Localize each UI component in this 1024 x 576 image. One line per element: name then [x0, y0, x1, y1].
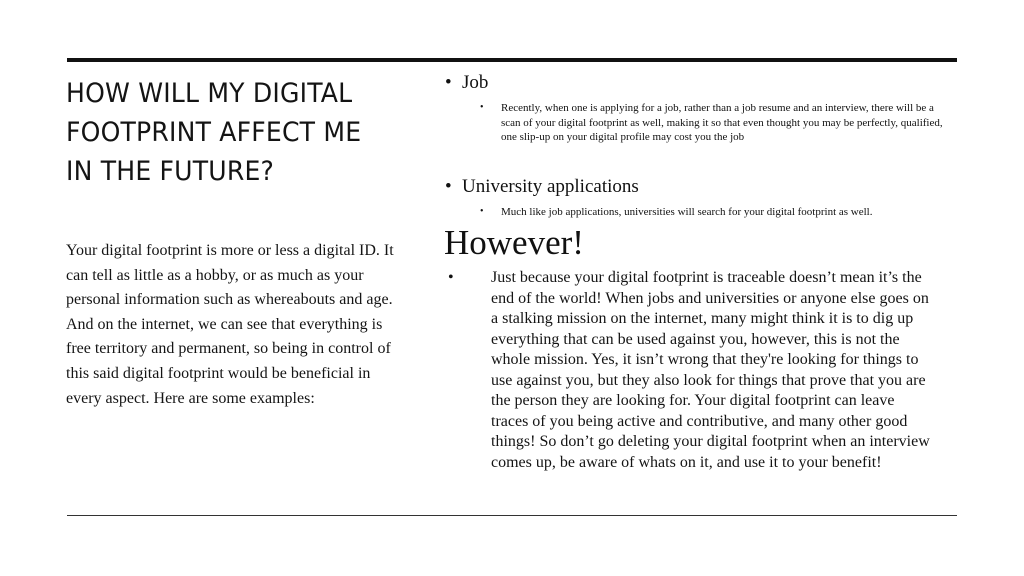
university-heading: University applications — [462, 176, 639, 197]
top-divider — [67, 58, 957, 62]
bullet-dot: • — [445, 176, 452, 197]
however-body: Just because your digital footprint is traceable doesn’t mean it’s the end of the world! When jobs and universities or anyone else goes on a stalking mission on the internet, many might think it is to dig up everything that can be used against you, however, this is not the whole mission. Yes, it isn’t wrong that they're looking for things to use against you, but they also look for things that prove that you are the person they are looking for. Your digital footprint can leave traces of you being active and contributive, and many other good things! So don’t go deleting your digital footprint when an interview comes up, be aware of whats on it, and use it to your benefit! — [491, 269, 930, 471]
bullet-dot: • — [448, 269, 454, 286]
university-detail-bullet — [442, 205, 946, 220]
job-section — [442, 70, 946, 145]
job-bullet — [442, 70, 946, 96]
slide-title: HOW WILL MY DIGITAL FOOTPRINT AFFECT ME IN THE FUTURE? — [66, 78, 362, 187]
however-heading: However! — [444, 223, 584, 262]
university-detail: Much like job applications, universities will search for your digital footprint as well. — [501, 206, 873, 218]
intro-paragraph: Your digital footprint is more or less a digital ID. It can tell as little as a hobby, or as much as your personal information such as whereabouts and age. And on the internet, we can see that everything is free territory and permanent, so being in control of this said digital footprint would be beneficial in every aspect. Here are some examples: — [66, 242, 394, 407]
however-bullet — [442, 268, 942, 473]
bullet-dot: • — [445, 72, 452, 93]
job-heading: Job — [462, 72, 489, 93]
job-detail-bullet — [442, 101, 946, 145]
bottom-divider — [67, 515, 957, 516]
bullet-dot: • — [480, 102, 484, 113]
bullet-dot: • — [480, 206, 484, 217]
job-detail: Recently, when one is applying for a job, rather than a job resume and an interview, there will be a scan of your digital footprint as well, making it so that even thought you may be perfectly, qualified, one slip-up on your digital profile may cost you the job — [501, 102, 943, 143]
university-section — [442, 174, 946, 220]
university-bullet — [442, 174, 946, 200]
